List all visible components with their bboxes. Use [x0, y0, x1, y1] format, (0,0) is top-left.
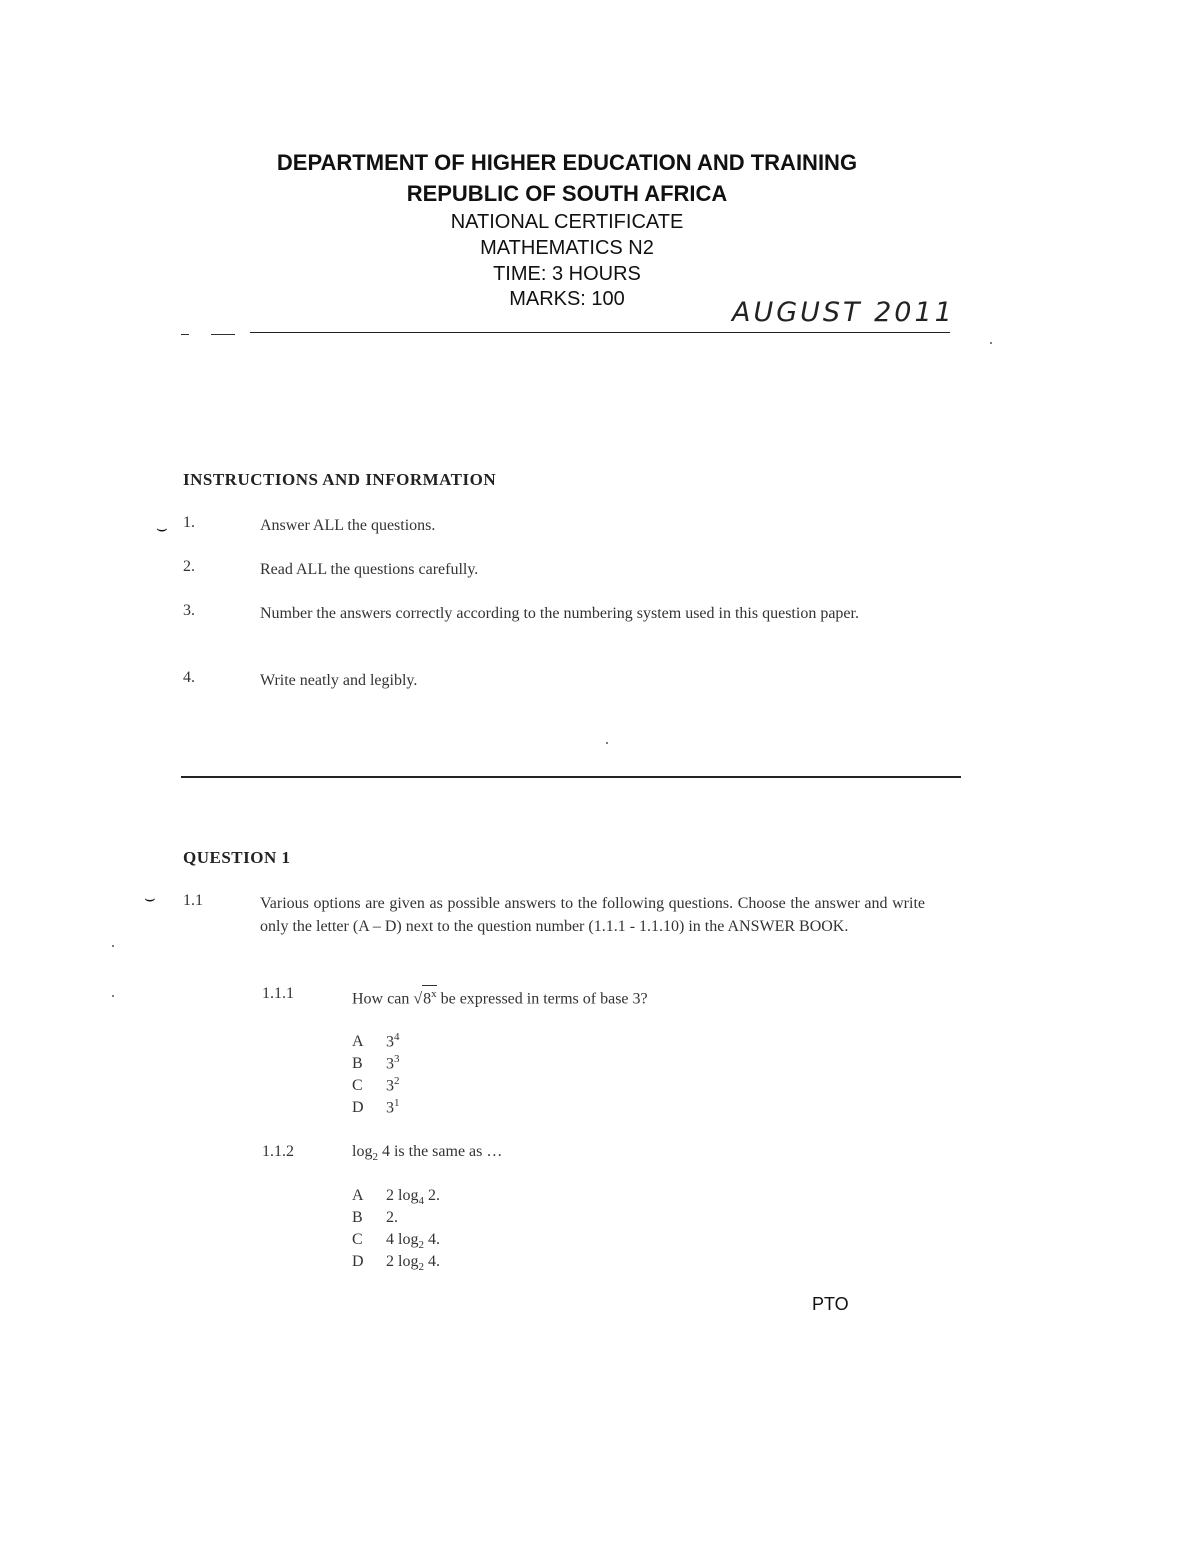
option-post: 4.: [423, 1231, 440, 1248]
instruction-text: Answer ALL the questions.: [260, 517, 436, 534]
option-exponent: 1: [394, 1097, 400, 1109]
scan-speck: [606, 742, 608, 744]
subquestion-text: Various options are given as possible answers to the following questions. Choose the answer and write only the letter (A – D) next to the question number (1.1.1 - 1.1.10) in the ANSWER BOOK.: [260, 895, 925, 935]
option-letter: A: [352, 1187, 364, 1204]
section-rule: [181, 776, 961, 778]
log-suffix: 4 is the same as …: [377, 1143, 503, 1160]
option: [352, 1097, 400, 1117]
page-turn-over: PTO: [812, 1294, 849, 1314]
option-post: 2.: [423, 1187, 440, 1204]
option-pre: 2 log: [386, 1187, 419, 1204]
log-prefix: log: [352, 1143, 373, 1160]
question-prefix: How can: [352, 990, 414, 1008]
radicand-exponent: x: [431, 988, 437, 1000]
header-dash: [211, 334, 235, 335]
option-base: 3: [386, 1055, 394, 1073]
option-base: 2: [418, 1239, 424, 1252]
department-title: DEPARTMENT OF HIGHER EDUCATION AND TRAINING: [276, 150, 858, 175]
header-dash: [181, 334, 189, 335]
scan-speck: [112, 995, 114, 997]
option: [352, 1187, 440, 1207]
instruction-number: 1.: [183, 514, 195, 531]
radicand: [422, 985, 437, 1007]
instruction-text: Read ALL the questions carefully.: [260, 561, 479, 578]
option-pre: 2.: [386, 1209, 398, 1226]
question-number: 1.1.1: [262, 985, 294, 1002]
option: [352, 1053, 400, 1073]
option: [352, 1031, 400, 1051]
scan-speck: [990, 342, 992, 344]
option-base: 3: [386, 1077, 394, 1095]
header-rule: [250, 332, 950, 333]
question-number: 1.1.2: [262, 1143, 294, 1160]
subject-title: MATHEMATICS N2: [480, 237, 654, 259]
instruction-number: 2.: [183, 558, 195, 575]
instructions-title: INSTRUCTIONS AND INFORMATION: [183, 470, 497, 489]
option: [352, 1253, 440, 1273]
option: [352, 1231, 440, 1251]
subquestion-number: 1.1: [183, 892, 203, 909]
option: [352, 1209, 398, 1229]
exam-time: TIME: 3 HOURS: [493, 263, 641, 285]
certificate-title: NATIONAL CERTIFICATE: [450, 211, 684, 233]
tick-mark: ⌣: [144, 888, 156, 909]
question-text: [352, 985, 648, 1008]
option-letter: B: [352, 1055, 363, 1073]
option-post: 4.: [423, 1253, 440, 1270]
option-base: 3: [386, 1099, 394, 1117]
option-base: 2: [418, 1261, 424, 1274]
option-base: 3: [386, 1033, 394, 1051]
exam-marks: MARKS: 100: [509, 288, 625, 310]
option-pre: 2 log: [386, 1253, 419, 1270]
option: [352, 1075, 400, 1095]
instruction-number: 4.: [183, 669, 195, 686]
option-exponent: 3: [394, 1053, 400, 1065]
question-text: [352, 1143, 502, 1163]
option-exponent: 2: [394, 1075, 400, 1087]
option-exponent: 4: [394, 1031, 400, 1043]
option-pre: 4 log: [386, 1231, 419, 1248]
handwritten-date: AUGUST 2011: [732, 297, 955, 328]
country-title: REPUBLIC OF SOUTH AFRICA: [406, 181, 728, 206]
question-title: QUESTION 1: [183, 848, 291, 867]
option-letter: A: [352, 1033, 364, 1051]
instruction-number: 3.: [183, 602, 195, 619]
tick-mark: ⌣: [156, 518, 168, 539]
option-letter: D: [352, 1253, 364, 1270]
option-base: 4: [418, 1195, 424, 1208]
option-letter: B: [352, 1209, 363, 1226]
instruction-text: Write neatly and legibly.: [260, 672, 418, 689]
instruction-text: Number the answers correctly according to the numbering system used in this question paper.: [260, 605, 859, 622]
sqrt-icon: √: [413, 990, 423, 1008]
scan-speck: [112, 945, 114, 947]
question-suffix: be expressed in terms of base 3?: [436, 990, 648, 1008]
option-letter: C: [352, 1077, 363, 1095]
log-base: 2: [372, 1151, 378, 1164]
radicand-base: 8: [423, 990, 432, 1008]
option-letter: D: [352, 1099, 364, 1117]
option-letter: C: [352, 1231, 363, 1248]
